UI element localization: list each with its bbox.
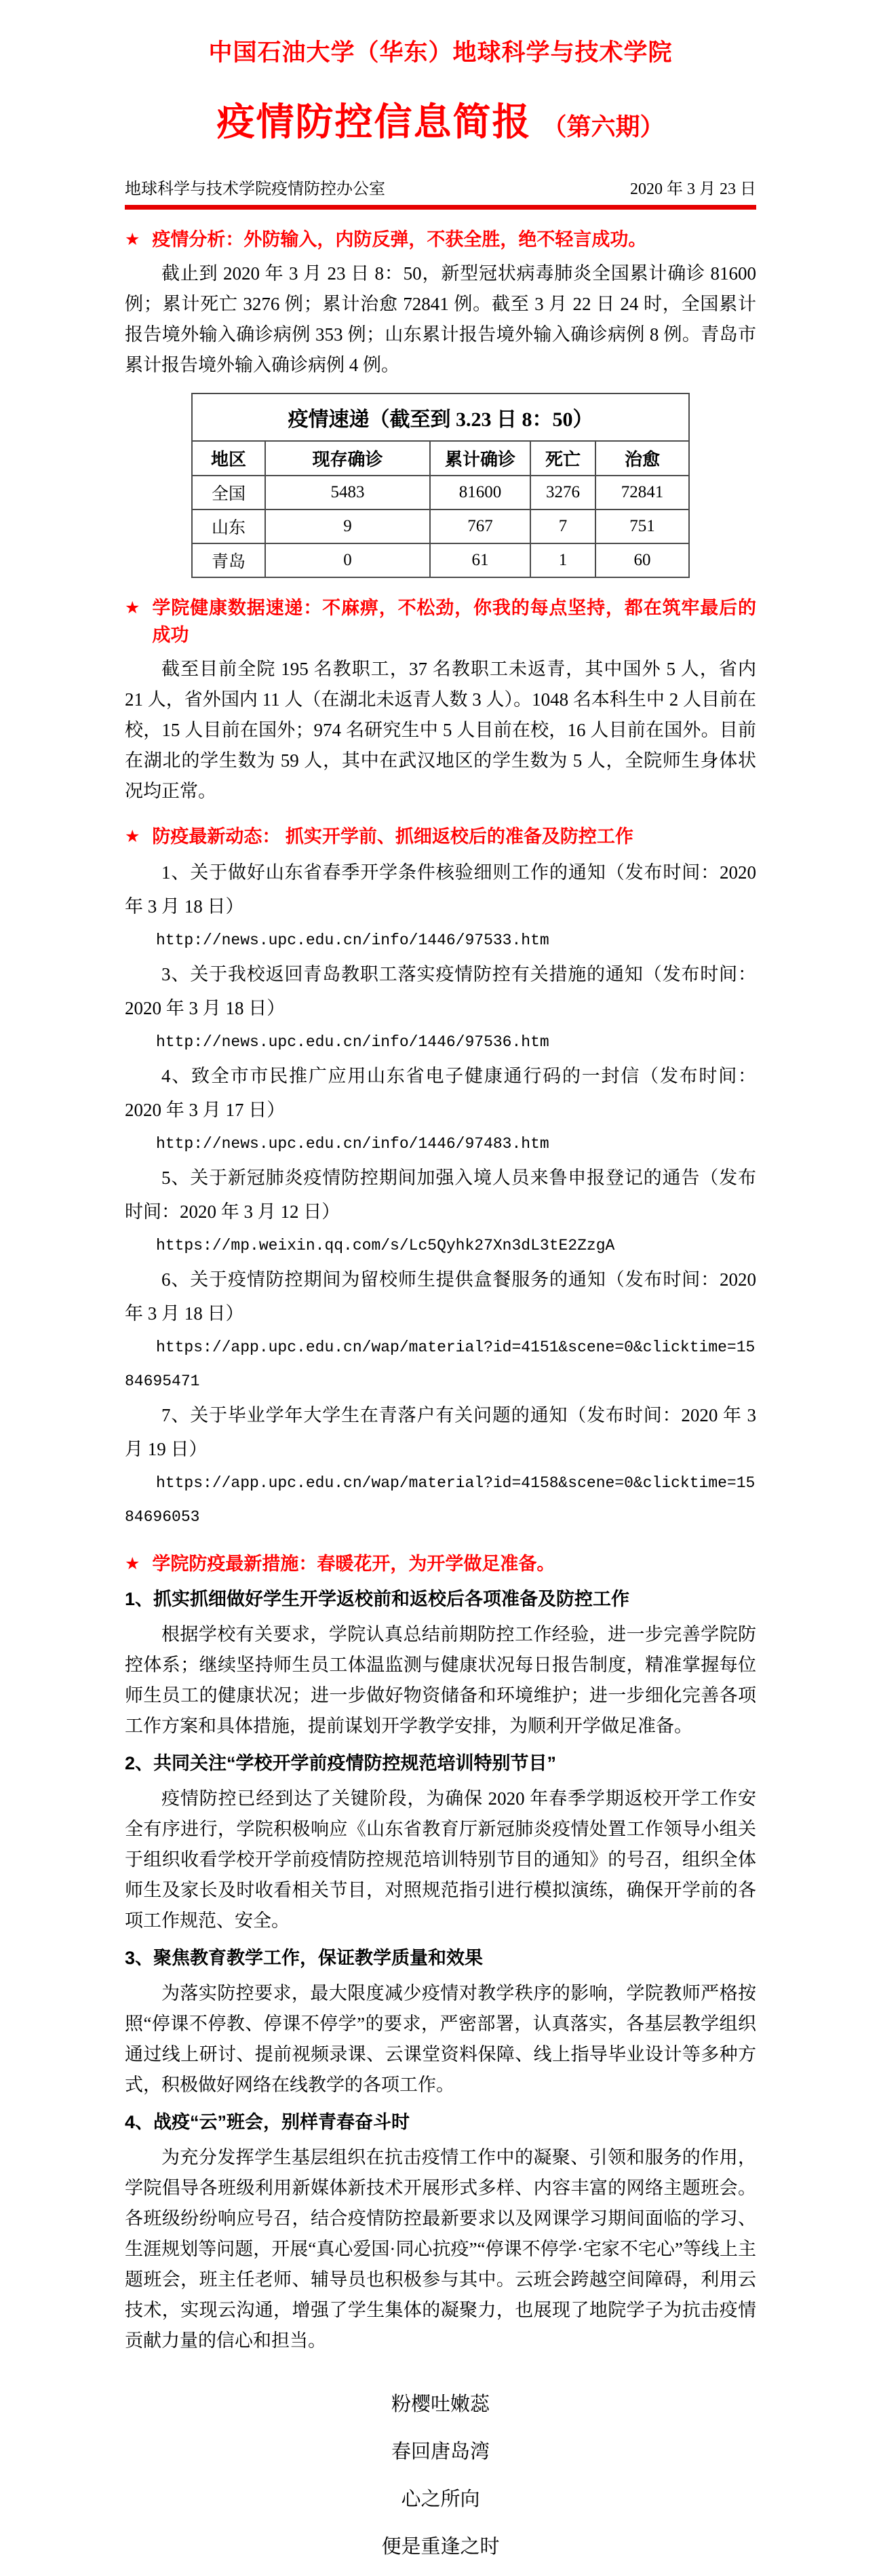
table-cell: 81600 bbox=[430, 476, 530, 510]
measure-paragraph: 根据学校有关要求，学院认真总结前期防控工作经验，进一步完善学院防控体系；继续坚持师生员工体温监测与健康状况每日报告制度，精准掌握每位师生员工的健康状况；进一步做好物资储备和环境维护；进一步细化完善各项工作方案和具体措施，提前谋划开学教学安排，为顺利开学做足准备。 bbox=[125, 1624, 756, 1736]
table-cell: 751 bbox=[595, 510, 689, 543]
notice-url[interactable]: https://mp.weixin.qq.com/s/Lc5Qyhk27Xn3dL3tE2ZzgA bbox=[156, 1237, 615, 1254]
table-row bbox=[192, 510, 689, 543]
publish-date: 2020 年 3 月 23 日 bbox=[630, 180, 756, 198]
section-heading-updates bbox=[125, 823, 756, 850]
university-title: 中国石油大学（华东）地球科学与技术学院 bbox=[208, 39, 673, 66]
table-header-cell: 地区 bbox=[192, 441, 265, 476]
table-cell: 3276 bbox=[530, 476, 595, 510]
notice-url[interactable]: https://app.upc.edu.cn/wap/material?id=4151&scene=0&clicktime=1584695471 bbox=[125, 1339, 756, 1390]
measure-title: 4、战疫“云”班会，别样青春奋斗时 bbox=[125, 2112, 410, 2132]
table-cell: 全国 bbox=[192, 476, 265, 510]
measure-title: 1、抓实抓细做好学生开学返校前和返校后各项准备及防控工作 bbox=[125, 1589, 630, 1609]
poem-line: 心之所向 bbox=[401, 2488, 480, 2510]
section-heading-updates-text: 防疫最新动态： 抓实开学前、抓细返校后的准备及防控工作 bbox=[152, 826, 633, 847]
notice-item: 1、关于做好山东省春季开学条件核验细则工作的通知（发布时间：2020 年 3 月 18 日） bbox=[125, 862, 756, 917]
star-icon: ★ bbox=[125, 230, 140, 249]
table-cell: 7 bbox=[530, 510, 595, 543]
poem-line: 便是重逢之时 bbox=[381, 2536, 500, 2558]
notice-item: 4、致全市市民推广应用山东省电子健康通行码的一封信（发布时间：2020 年 3 月 17 日） bbox=[125, 1066, 756, 1120]
bulletin-title bbox=[125, 102, 756, 148]
table-cell: 青岛 bbox=[192, 543, 265, 577]
notice-url[interactable]: http://news.upc.edu.cn/info/1446/97536.htm bbox=[156, 1033, 549, 1051]
section-heading-measures-text: 学院防疫最新措施：春暖花开，为开学做足准备。 bbox=[152, 1554, 555, 1574]
table-header-cell: 治愈 bbox=[595, 441, 689, 476]
table-header-cell: 累计确诊 bbox=[430, 441, 530, 476]
star-icon: ★ bbox=[125, 827, 140, 846]
notice-item: 6、关于疫情防控期间为留校师生提供盒餐服务的通知（发布时间：2020 年 3 月 18 日） bbox=[125, 1269, 756, 1324]
section-heading-health bbox=[125, 594, 756, 649]
closing-poem bbox=[125, 2381, 756, 2571]
table-header-row bbox=[192, 441, 689, 476]
table-cell: 72841 bbox=[595, 476, 689, 510]
header-meta bbox=[125, 175, 756, 199]
section-heading-health-text: 学院健康数据速递：不麻痹，不松劲，你我的每点坚持，都在筑牢最后的成功 bbox=[152, 598, 756, 645]
table-cell: 767 bbox=[430, 510, 530, 543]
analysis-paragraph: 截止到 2020 年 3 月 23 日 8：50，新型冠状病毒肺炎全国累计确诊 81600 例；累计死亡 3276 例；累计治愈 72841 例。截至 3 月 22 日 24 时，全国累计报告境外输入确诊病例 353 例；山东累计报告境外输入确诊病例 8 例。青岛市累计报告境外输入确诊病例 4 例。 bbox=[125, 263, 756, 375]
table-cell: 9 bbox=[265, 510, 430, 543]
table-row bbox=[192, 543, 689, 577]
table-header-cell: 现存确诊 bbox=[265, 441, 430, 476]
notice-item: 5、关于新冠肺炎疫情防控期间加强入境人员来鲁申报登记的通告（发布时间：2020 年 3 月 12 日） bbox=[125, 1168, 756, 1222]
bulletin-title-text: 疫情防控信息简报 bbox=[216, 102, 532, 144]
measure-title: 3、聚焦教育教学工作，保证教学质量和效果 bbox=[125, 1948, 484, 1968]
measure-paragraph: 为充分发挥学生基层组织在抗击疫情工作中的凝聚、引领和服务的作用，学院倡导各班级利用新媒体新技术开展形式多样、内容丰富的网络主题班会。各班级纷纷响应号召，结合疫情防控最新要求以及网课学习期间面临的学习、生涯规划等问题，开展“真心爱国·同心抗疫”“停课不停学·宅家不宅心”等线上主题班会，班主任老师、辅导员也积极参与其中。云班会跨越空间障碍，利用云技术，实现云沟通，增强了学生集体的凝聚力，也展现了地院学子为抗击疫情贡献力量的信心和担当。 bbox=[125, 2147, 756, 2351]
section-heading-analysis-text: 疫情分析：外防输入，内防反弹，不获全胜，绝不轻言成功。 bbox=[152, 229, 647, 250]
table-cell: 60 bbox=[595, 543, 689, 577]
notice-url[interactable]: http://news.upc.edu.cn/info/1446/97533.htm bbox=[156, 931, 549, 949]
measure-paragraph: 为落实防控要求，最大限度减少疫情对教学秩序的影响，学院教师严格按照“停课不停教、停课不停学”的要求，严密部署，认真落实，各基层教学组织通过线上研讨、提前视频录课、云课堂资料保障、线上指导毕业设计等多种方式，积极做好网络在线教学的各项工作。 bbox=[125, 1983, 756, 2095]
table-title: 疫情速递（截至到 3.23 日 8：50） bbox=[192, 393, 689, 441]
table-cell: 0 bbox=[265, 543, 430, 577]
table-cell: 5483 bbox=[265, 476, 430, 510]
table-row bbox=[192, 476, 689, 510]
notice-url[interactable]: http://news.upc.edu.cn/info/1446/97483.htm bbox=[156, 1135, 549, 1153]
epidemic-table bbox=[191, 393, 690, 578]
header-divider bbox=[125, 205, 756, 210]
notice-item: 3、关于我校返回青岛教职工落实疫情防控有关措施的通知（发布时间：2020 年 3 月 18 日） bbox=[125, 964, 756, 1018]
table-cell: 山东 bbox=[192, 510, 265, 543]
section-heading-analysis bbox=[125, 226, 756, 253]
issuing-office: 地球科学与技术学院疫情防控办公室 bbox=[125, 180, 385, 198]
measure-title: 2、共同关注“学校开学前疫情防控规范培训特别节目” bbox=[125, 1753, 557, 1773]
star-icon: ★ bbox=[125, 598, 140, 617]
table-header-cell: 死亡 bbox=[530, 441, 595, 476]
health-paragraph: 截至目前全院 195 名教职工，37 名教职工未返青，其中国外 5 人，省内 21 人，省外国内 11 人（在湖北未返青人数 3 人）。1048 名本科生中 2 人目前在校，15 人目前在国外；974 名研究生中 5 人目前在校，16 人目前在国外。目前在湖北的学生数为 59 人，其中在武汉地区的学生数为 5 人，全院师生身体状况均正常。 bbox=[125, 659, 756, 801]
issue-number: （第六期） bbox=[542, 113, 665, 140]
star-icon: ★ bbox=[125, 1554, 140, 1573]
poem-line: 粉樱吐嫩蕊 bbox=[391, 2394, 490, 2415]
poem-line: 春回唐岛湾 bbox=[391, 2441, 490, 2463]
notice-item: 7、关于毕业学年大学生在青落户有关问题的通知（发布时间：2020 年 3 月 19 日） bbox=[125, 1405, 756, 1459]
notice-url[interactable]: https://app.upc.edu.cn/wap/material?id=4158&scene=0&clicktime=1584696053 bbox=[125, 1474, 756, 1526]
measure-paragraph: 疫情防控已经到达了关键阶段，为确保 2020 年春季学期返校开学工作安全有序进行，学院积极响应《山东省教育厅新冠肺炎疫情处置工作领导小组关于组织收看学校开学前疫情防控规范培训特别节目的通知》的号召，组织全体师生及家长及时收看相关节目，对照规范指引进行模拟演练，确保开学前的各项工作规范、安全。 bbox=[125, 1788, 756, 1931]
section-heading-measures bbox=[125, 1550, 756, 1577]
table-cell: 61 bbox=[430, 543, 530, 577]
table-cell: 1 bbox=[530, 543, 595, 577]
